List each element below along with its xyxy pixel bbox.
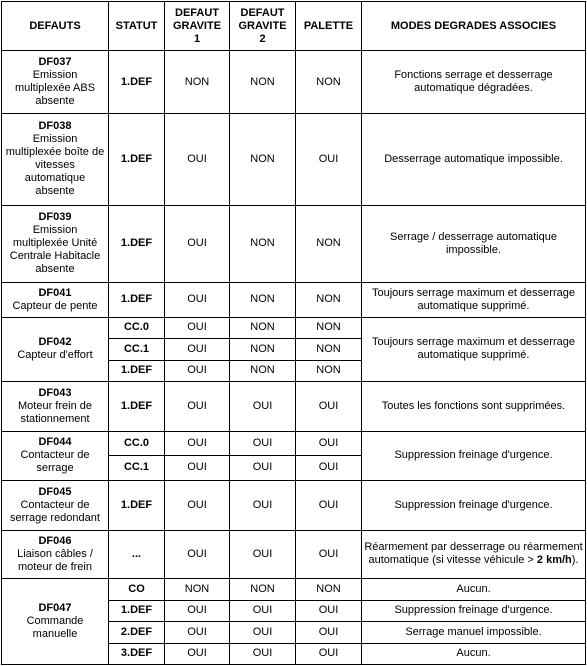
statut-cell: CC.1 [109,339,165,360]
gravite2-cell: NON [230,114,296,206]
header-gravite-1-line: GRAVITE [172,19,222,32]
table-row [2,530,586,579]
palette-cell: OUI [296,456,362,480]
defaut-cell [2,530,109,579]
defaut-code: DF043 [38,386,72,399]
defaut-code: DF039 [38,211,72,224]
gravite2-cell: OUI [230,456,296,480]
statut-cell: 1.DEF [109,600,165,621]
gravite1-cell: OUI [165,114,230,206]
statut-cell: 1.DEF [109,51,165,114]
speed-value: 2 km/h [536,554,572,567]
header-gravite-1-line: 1 [193,32,201,45]
defaut-code: DF046 [38,534,72,547]
modes-cell: Aucun. [362,579,586,600]
defaut-code: DF038 [38,120,72,133]
modes-cell: Suppression freinage d'urgence. [362,480,586,530]
defaut-code: DF041 [38,286,72,299]
gravite1-cell: OUI [165,317,230,338]
defaut-code: DF045 [38,485,72,498]
table-row [2,381,586,431]
defaut-cell [2,431,109,480]
palette-cell: OUI [296,530,362,579]
palette-cell: OUI [296,381,362,431]
defaut-cell [2,205,109,282]
gravite1-cell: OUI [165,381,230,431]
gravite2-cell: NON [230,317,296,338]
palette-cell: OUI [296,643,362,664]
gravite2-cell: NON [230,360,296,381]
table-row [2,480,586,530]
palette-cell: NON [296,579,362,600]
statut-cell: 3.DEF [109,643,165,664]
palette-cell: NON [296,205,362,282]
header-defauts: DEFAUTS [2,2,109,51]
defaut-label: Emission multiplexée ABS absente [14,69,96,108]
statut-cell: 1.DEF [109,114,165,206]
statut-cell: CO [109,579,165,600]
defauts-table [1,1,586,665]
gravite1-cell: NON [165,579,230,600]
defaut-code: DF042 [38,336,72,349]
defaut-code: DF044 [38,436,72,449]
palette-cell: NON [296,317,362,338]
gravite2-cell: OUI [230,480,296,530]
statut-cell: CC.0 [109,431,165,455]
gravite2-cell: OUI [230,431,296,455]
defaut-cell [2,51,109,114]
gravite1-cell: OUI [165,643,230,664]
header-gravite-2-line: GRAVITE [238,19,287,32]
modes-cell: Serrage manuel impossible. [362,622,586,643]
defaut-cell [2,381,109,431]
header-gravite-2-line: 2 [259,32,266,45]
defaut-label: Contacteur de serrage redondant [10,498,100,524]
statut-cell: 1.DEF [109,381,165,431]
header-gravite-2 [230,2,296,51]
header-gravite-2-line: DEFAUT [240,6,285,19]
gravite2-cell: OUI [230,643,296,664]
gravite2-cell: NON [230,579,296,600]
header-statut: STATUT [109,2,165,51]
modes-cell: Toutes les fonctions sont supprimées. [362,381,586,431]
gravite2-cell: NON [230,339,296,360]
gravite2-cell: OUI [230,381,296,431]
palette-cell: OUI [296,431,362,455]
table-row [2,431,586,455]
palette-cell: NON [296,283,362,318]
statut-cell: CC.0 [109,317,165,338]
statut-cell: CC.1 [109,456,165,480]
defaut-label: Emission multiplexée Unité Centrale Habitacle absente [9,224,101,276]
table-row [2,283,586,318]
defaut-cell [2,480,109,530]
gravite1-cell: OUI [165,431,230,455]
defaut-label: Liaison câbles / moteur de frein [17,547,93,573]
header-palette: PALETTE [296,2,362,51]
defaut-label: Emission multiplexée boîte de vitesses automatique absente [5,133,105,198]
modes-cell: Suppression freinage d'urgence. [362,431,586,480]
gravite2-cell: OUI [230,600,296,621]
modes-cell: Toujours serrage maximum et desserrage automatique supprimé. [362,283,586,318]
header-row [2,2,586,51]
gravite1-cell: OUI [165,339,230,360]
gravite1-cell: NON [165,51,230,114]
defaut-cell [2,283,109,318]
header-gravite-1 [165,2,230,51]
modes-text: Réarmement par desserrage ou réarmement automatique (si vitesse véhicule > [364,541,583,567]
palette-cell: OUI [296,480,362,530]
defaut-label: Capteur de pente [12,299,98,312]
gravite1-cell: OUI [165,205,230,282]
palette-cell: NON [296,51,362,114]
modes-cell: Aucun. [362,643,586,664]
palette-cell: NON [296,339,362,360]
modes-cell: Desserrage automatique impossible. [362,114,586,206]
gravite1-cell: OUI [165,360,230,381]
table-row [2,579,586,600]
defaut-code: DF047 [38,602,72,615]
gravite2-cell: NON [230,51,296,114]
gravite1-cell: OUI [165,456,230,480]
palette-cell: NON [296,360,362,381]
gravite2-cell: NON [230,283,296,318]
table-row [2,205,586,282]
statut-cell: 1.DEF [109,283,165,318]
defaut-label: Capteur d'effort [17,349,93,362]
palette-cell: OUI [296,114,362,206]
modes-text: ). [571,554,579,567]
table-row [2,114,586,206]
statut-cell: 1.DEF [109,480,165,530]
defaut-code: DF037 [38,56,72,69]
defaut-cell [2,114,109,206]
defaut-cell [2,579,109,665]
modes-cell [362,530,586,579]
statut-cell: 2.DEF [109,622,165,643]
gravite1-cell: OUI [165,600,230,621]
statut-cell: ... [109,530,165,579]
statut-cell: 1.DEF [109,205,165,282]
defaut-label: Contacteur de serrage [20,449,90,475]
gravite1-cell: OUI [165,480,230,530]
modes-cell: Fonctions serrage et desserrage automatique dégradées. [362,51,586,114]
gravite2-cell: NON [230,205,296,282]
modes-cell: Suppression freinage d'urgence. [362,600,586,621]
table-row [2,51,586,114]
table-row [2,317,586,338]
defaut-label: Moteur frein de stationnement [18,399,92,425]
gravite1-cell: OUI [165,283,230,318]
modes-cell: Serrage / desserrage automatique impossible. [362,205,586,282]
statut-cell: 1.DEF [109,360,165,381]
palette-cell: OUI [296,622,362,643]
gravite2-cell: OUI [230,530,296,579]
gravite1-cell: OUI [165,530,230,579]
defaut-cell [2,317,109,381]
gravite1-cell: OUI [165,622,230,643]
palette-cell: OUI [296,600,362,621]
header-gravite-1-line: DEFAUT [175,6,219,19]
defaut-label: Commande manuelle [26,615,84,641]
modes-cell: Toujours serrage maximum et desserrage automatique supprimé. [362,317,586,381]
gravite2-cell: OUI [230,622,296,643]
header-modes: MODES DEGRADES ASSOCIES [362,2,586,51]
